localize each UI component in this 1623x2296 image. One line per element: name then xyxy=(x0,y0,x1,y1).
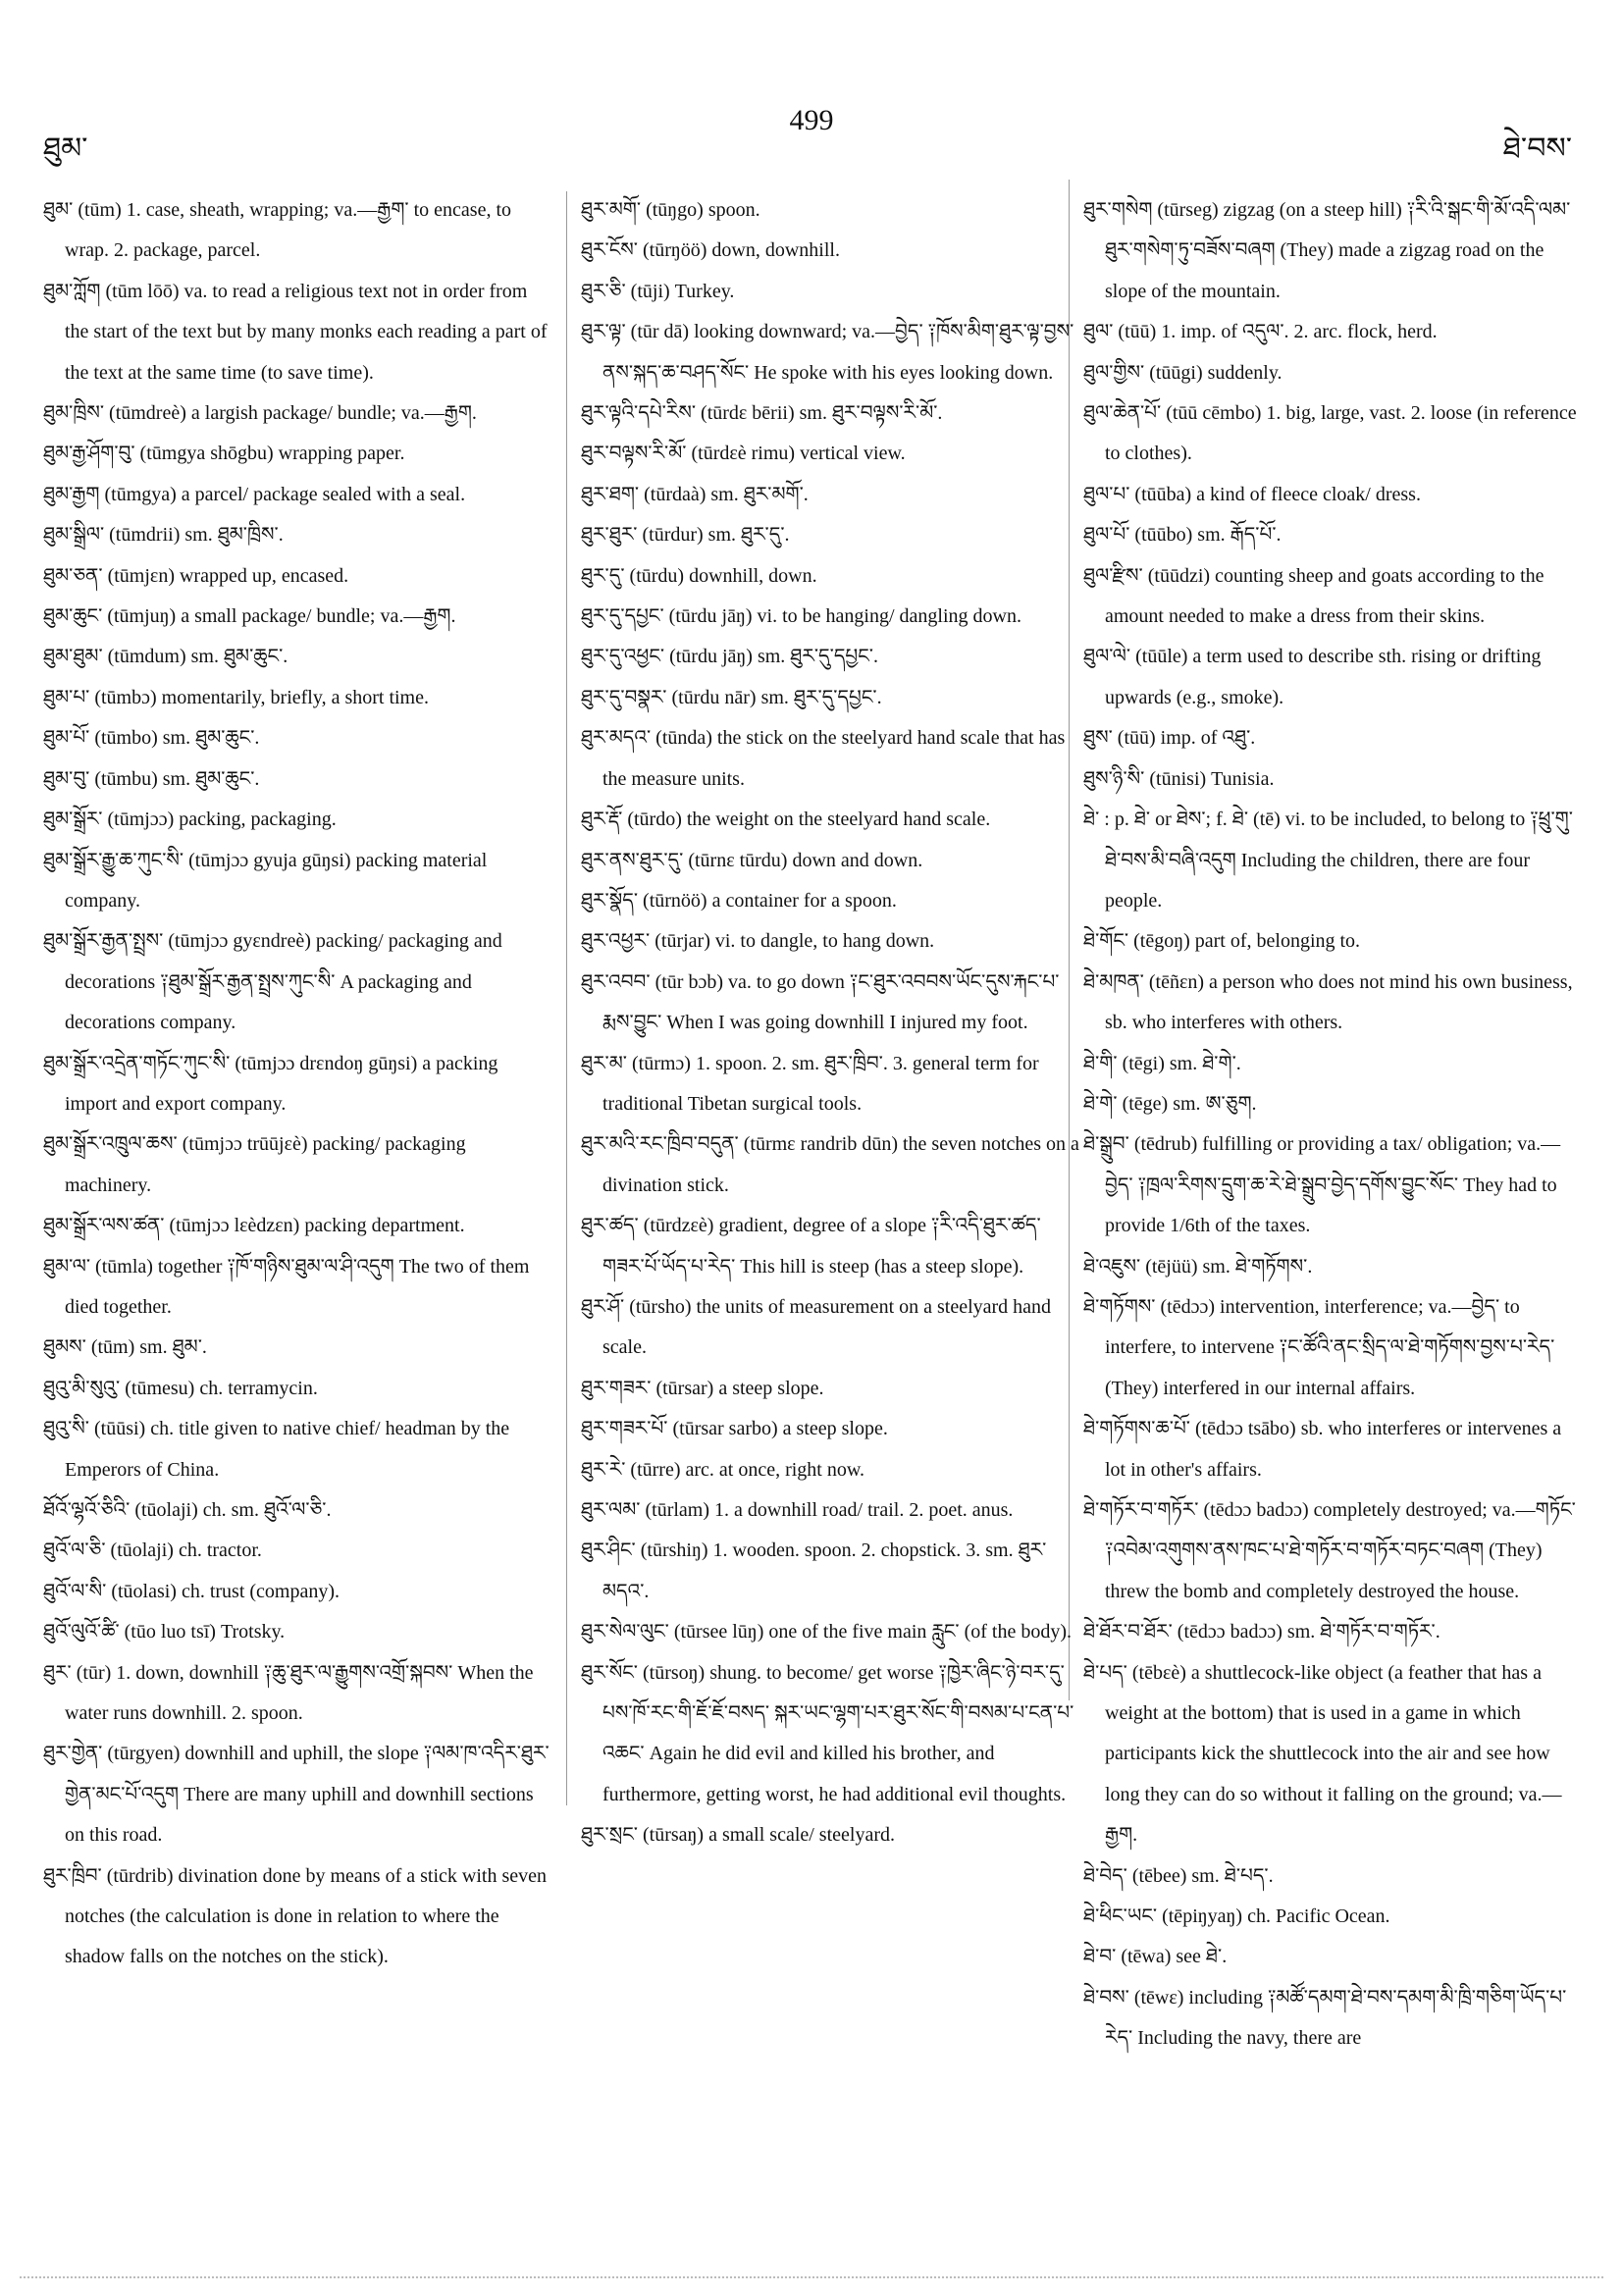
entry-definition: (tūmjɔɔ) packing, packaging. xyxy=(107,809,337,831)
entry-headword: ཐུའུ་མི་སུའུ་ xyxy=(43,1377,121,1399)
entry-definition: (tūrmɔ) 1. spoon. 2. sm. ཐུར་ཁྲིབ་. 3. general term for traditional Tibetan surgical tools. xyxy=(602,1052,1039,1115)
entry-headword: ཐུལ་ xyxy=(1083,321,1114,343)
dictionary-entry xyxy=(581,190,1081,231)
entry-definition: (tēdɔɔ tsābo) sb. who interferes or intervenes a lot in other's affairs. xyxy=(1105,1418,1562,1481)
page-number: 499 xyxy=(789,104,834,136)
entry-headword: ཐུར་ཚད་ xyxy=(581,1215,639,1237)
dictionary-entry xyxy=(43,597,553,637)
entry-definition: (tūrnɛ tūrdu) down and down. xyxy=(688,849,923,871)
entry-definition: (tūmjɔɔ gyuja gūŋsi) packing material company. xyxy=(65,849,488,912)
entry-definition: (tūm) 1. case, sheath, wrapping; va.—རྒྱག་ to encase, to wrap. 2. package, parcel. xyxy=(65,199,512,262)
entry-definition: (tūūsi) ch. title given to native chief/ headman by the Emperors of China. xyxy=(65,1418,510,1481)
dictionary-entry xyxy=(1083,1897,1584,1937)
entry-headword: ཐེ་མཁན་ xyxy=(1083,970,1144,993)
dictionary-entry xyxy=(1083,1978,1584,2060)
entry-definition: (tūrsar) a steep slope. xyxy=(655,1377,824,1399)
entry-headword: ཐུའོ་ལ་སི་ xyxy=(43,1580,107,1602)
entry-headword: ཐུལ་རྫིས་ xyxy=(1083,564,1143,587)
dictionary-entry xyxy=(581,556,1081,597)
entry-definition: (tūūba) a kind of fleece cloak/ dress. xyxy=(1134,483,1421,505)
dictionary-entry xyxy=(43,1856,553,1978)
entry-definition: (tūŋgo) spoon. xyxy=(646,199,760,221)
entry-definition: (tūrsar sarbo) a steep slope. xyxy=(672,1418,888,1440)
entry-definition: (tūmjɛn) wrapped up, encased. xyxy=(107,564,349,587)
entry-definition: (tūmjuŋ) a small package/ bundle; va.—རྒྱག. xyxy=(107,605,456,628)
dictionary-entry xyxy=(1083,1287,1584,1409)
dictionary-entry xyxy=(581,1206,1081,1287)
entry-headword: ཐུར་ xyxy=(43,1661,72,1684)
dictionary-entry xyxy=(43,434,553,474)
dictionary-entry xyxy=(1083,1653,1584,1856)
entry-definition: (tūr dā) looking downward; va.—བྱེད་ ༑ཁོས་མིག་ཐུར་ལྟ་བྱས་ནས་སྐད་ཆ་བཤད་སོང་ He spoke with his eyes looking down. xyxy=(602,321,1074,384)
entry-headword: ཐུམ་ཐུམ་ xyxy=(43,646,103,668)
entry-headword: ཐེ་བས་ xyxy=(1083,1986,1129,2009)
entry-definition: (tēñɛn) a person who does not mind his own business, sb. who interferes with others. xyxy=(1105,970,1573,1034)
entry-headword: ཐེ་གི་ xyxy=(1083,1052,1118,1074)
dictionary-entry xyxy=(581,718,1081,800)
dictionary-entry xyxy=(43,1044,553,1125)
entry-headword: ཐེ་གཏོགས་ xyxy=(1083,1295,1156,1318)
entry-headword: ཐུམ་རྒྱག xyxy=(43,483,100,505)
entry-headword: ཐུར་རྡོ་ xyxy=(581,809,623,831)
entry-definition: (tēdɔɔ badɔɔ) completely destroyed; va.—གཏོང་ ༑འབེམ་འགུགས་ནས་ཁང་པ་ཐེ་གཏོར་བ་གཏོར་བཏང་བཞག (They) threw the bomb and completely destroyed the house. xyxy=(1105,1499,1576,1602)
entry-headword: ཐུམ་པོ་ xyxy=(43,727,90,750)
entry-definition: : p. ཐེ་ or ཐེས་; f. ཐེ་ (tē) vi. to be included, to belong to ༑ཕྲུ་གུ་ཐེ་བས་མི་བཞི་འདུག Including the children, there are four people. xyxy=(1104,809,1573,912)
entry-definition: (tūū cēmbo) 1. big, large, vast. 2. loose (in reference to clothes). xyxy=(1105,402,1577,465)
dictionary-entry xyxy=(43,1206,553,1246)
entry-definition: (tūrsoŋ) shung. to become/ get worse ༑ཁྱེར་ཞིང་ཉེ་བར་དུ་པས་ཁོ་རང་གི་ཇོ་ཇོ་བསད་ སྐར་ཡང་ལྷག་པར་ཐུར་སོང་གི་བསམ་པ་ངན་པ་འཆང་ Again he did evil and killed his brother, and furthermore, getting worst, he had additional evil thoughts. xyxy=(602,1661,1074,1805)
entry-definition: (tēgi) sm. ཐེ་གེ་. xyxy=(1122,1052,1241,1074)
dictionary-entry xyxy=(581,1450,1081,1490)
entry-headword: ཐུམ་བུ་ xyxy=(43,767,90,790)
dictionary-entry xyxy=(1083,637,1584,718)
entry-headword: ཐུར་རེ་ xyxy=(581,1458,626,1481)
entry-headword: ཐུར་འབབ་ xyxy=(581,970,651,993)
entry-headword: ཐུར་སེལ་ལུང་ xyxy=(581,1621,669,1644)
entry-definition: (tēbɛè) a shuttlecock-like object (a feather that has a weight at the bottom) that is used in a game in which participants kick the shuttlecock into the air and see how long they can do so without it falling on the ground; va.—རྒྱག. xyxy=(1105,1661,1562,1847)
entry-headword: ཐུམ་ལ་ xyxy=(43,1255,91,1278)
dictionary-entry xyxy=(581,1124,1081,1206)
entry-headword: ཐུམ་སྒྲོར་ལས་ཚན་ xyxy=(43,1215,165,1237)
dictionary-entry xyxy=(43,718,553,758)
dictionary-entry xyxy=(581,1653,1081,1816)
entry-headword: ཐུར་ཐག་ xyxy=(581,483,640,505)
entry-definition: (tēpiŋyaŋ) ch. Pacific Ocean. xyxy=(1162,1905,1390,1928)
dictionary-entry xyxy=(1083,312,1584,352)
entry-definition: (tēge) sm. ཨ་ཅུག. xyxy=(1122,1092,1257,1115)
entry-definition: (tūo luo tsī) Trotsky. xyxy=(124,1621,286,1644)
entry-definition: (tūrlam) 1. a downhill road/ trail. 2. poet. anus. xyxy=(645,1499,1014,1521)
entry-definition: (tūmbo) sm. ཐུམ་ཆུང་. xyxy=(94,727,260,750)
entry-headword: ཐེ་ xyxy=(1083,809,1100,831)
entry-headword: ཐུམས་ xyxy=(43,1336,86,1359)
entry-definition: (tēgoŋ) part of, belonging to. xyxy=(1133,930,1361,953)
entry-definition: (tūūdzi) counting sheep and goats according to the amount needed to make a dress from their skins. xyxy=(1105,564,1544,628)
entry-definition: (tūmjɔɔ drɛndoŋ gūŋsi) a packing import and export company. xyxy=(65,1052,498,1115)
entry-headword: ཐུར་ཤིང་ xyxy=(581,1539,636,1562)
dictionary-entry xyxy=(1083,353,1584,393)
dictionary-entry xyxy=(581,1490,1081,1531)
entry-definition: (tūm lōō) va. to read a religious text not in order from the start of the text but by many monks each reading a part of the text at the same time (to save time). xyxy=(65,280,548,384)
column-1 xyxy=(43,190,553,1978)
entry-headword: ཐུམ་རྒྱ་ཤོག་བུ་ xyxy=(43,443,135,465)
entry-definition: (tūr) 1. down, downhill ༑ཆུ་ཐུར་ལ་རྒྱུགས་འགྲོ་སྐབས་ When the water runs downhill. 2. spoon. xyxy=(65,1661,534,1725)
entry-definition: (tūmdreè) a largish package/ bundle; va.—རྒྱག. xyxy=(109,402,477,425)
dictionary-entry xyxy=(43,921,553,1043)
dictionary-entry xyxy=(581,393,1081,434)
entry-headword: ཐེ་བ་ xyxy=(1083,1946,1117,1968)
dictionary-entry xyxy=(1083,556,1584,638)
dictionary-entry xyxy=(1083,963,1584,1044)
dictionary-entry xyxy=(581,475,1081,515)
entry-definition: (tūmbɔ) momentarily, briefly, a short time. xyxy=(94,686,429,708)
entry-definition: (tūrdrib) divination done by means of a stick with seven notches (the calculation is done in relation to where the shadow falls on the notches on the stick). xyxy=(65,1864,547,1968)
dictionary-entry xyxy=(1083,1490,1584,1612)
entry-definition: (tūūgi) suddenly. xyxy=(1149,361,1283,384)
dictionary-entry xyxy=(1083,515,1584,555)
dictionary-entry xyxy=(43,1490,553,1531)
entry-headword: ཐུལ་ལེ་ xyxy=(1083,646,1131,668)
entry-headword: ཐུམ་ཀློག xyxy=(43,280,101,302)
dictionary-entry xyxy=(1083,1856,1584,1897)
entry-definition: (tūm) sm. ཐུམ་. xyxy=(90,1336,207,1359)
entry-definition: (tūrdur) sm. ཐུར་དུ་. xyxy=(642,524,790,547)
dictionary-entry xyxy=(43,1531,553,1571)
entry-headword: ཐུར་གཟར་ xyxy=(581,1377,652,1399)
entry-definition: (tūrdɛ bērii) sm. ཐུར་བལྟས་རི་མོ་. xyxy=(701,402,943,425)
entry-headword: ཐུར་འཕྱར་ xyxy=(581,930,651,953)
entry-headword: ཐུར་ལམ་ xyxy=(581,1499,641,1521)
entry-headword: ཐུས་ xyxy=(1083,727,1113,750)
entry-headword: ཐེ་བེད་ xyxy=(1083,1864,1127,1887)
dictionary-entry xyxy=(1083,1409,1584,1490)
running-head-left: ཐུམ་ xyxy=(43,132,88,165)
entry-headword: ཐུའོ་ལུའོ་ཚི་ xyxy=(43,1621,120,1644)
dictionary-entry xyxy=(43,475,553,515)
entry-headword: ཐུར་དུ་ xyxy=(581,564,625,587)
entry-definition: (tūmdum) sm. ཐུམ་ཆུང་. xyxy=(107,646,288,668)
dictionary-entry xyxy=(581,1287,1081,1369)
entry-definition: (tūrdu) downhill, down. xyxy=(629,564,817,587)
entry-definition: (tējüü) sm. ཐེ་གཏོགས་. xyxy=(1145,1255,1313,1278)
entry-definition: (tūmjɔɔ gyɛndreè) packing/ packaging and decorations ༑ཐུམ་སྒྲོར་རྒྱན་སྤྲས་ཀུང་སི་ A packaging and decorations company. xyxy=(65,930,502,1034)
entry-definition: (tūrsaŋ) a small scale/ steelyard. xyxy=(642,1824,895,1847)
column-2 xyxy=(581,190,1081,1856)
dictionary-entry xyxy=(581,921,1081,962)
entry-definition: (tūmjɔɔ lɛèdzɛn) packing department. xyxy=(169,1215,465,1237)
entry-headword: ཐུར་དུ་བསྣར་ xyxy=(581,686,667,708)
entry-definition: (tūmdrii) sm. ཐུམ་ཁྲིས་. xyxy=(109,524,284,547)
entry-headword: ཐུལ་ཆེན་པོ་ xyxy=(1083,402,1162,425)
entry-definition: (tūrsho) the units of measurement on a steelyard hand scale. xyxy=(602,1295,1052,1359)
entry-headword: ཐུལ་པོ་ xyxy=(1083,524,1130,547)
dictionary-entry xyxy=(1083,718,1584,758)
dictionary-entry xyxy=(581,1531,1081,1612)
dictionary-entry xyxy=(581,637,1081,677)
dictionary-entry xyxy=(1083,759,1584,800)
dictionary-entry xyxy=(43,678,553,718)
entry-headword: ཐུར་ཤོ་ xyxy=(581,1295,625,1318)
dictionary-entry xyxy=(43,1328,553,1368)
dictionary-entry xyxy=(43,1369,553,1409)
entry-headword: ཐུའོ་ལ་ཅི་ xyxy=(43,1539,106,1562)
dictionary-entry xyxy=(581,515,1081,555)
dictionary-entry xyxy=(43,272,553,393)
entry-definition: (tūrmɛ randrib dūn) the seven notches on a divination stick. xyxy=(602,1133,1079,1196)
entry-headword: ཐུམ་ཁྲིས་ xyxy=(43,402,105,425)
entry-definition: (tūmjɔɔ trūūjɛè) packing/ packaging machinery. xyxy=(65,1133,466,1196)
entry-definition: (tūrseg) zigzag (on a steep hill) ༑རི་འི་སྒང་གི་མོ་འདི་ལམ་ཐུར་གསེག་ཏུ་བཟོས་བཞག (They) made a zigzag road on the slope of the mountain. xyxy=(1105,199,1571,302)
dictionary-entry xyxy=(1083,190,1584,312)
dictionary-entry xyxy=(581,881,1081,921)
dictionary-entry xyxy=(581,434,1081,474)
entry-definition: (tēdɔɔ) intervention, interference; va.—བྱེད་ to interfere, to intervene ༑ང་ཚོའི་ནང་སྲིད་ལ་ཐེ་གཏོགས་བྱས་པ་རེད་ (They) interfered in our internal affairs. xyxy=(1105,1295,1555,1399)
entry-definition: (tūrdu jāŋ) sm. ཐུར་དུ་དཔྱང་. xyxy=(669,646,878,668)
entry-definition: (tūr bɔb) va. to go down ༑ང་ཐུར་འབབས་ཡོང་དུས་རྐང་པ་ རྨས་བྱུང་ When I was going downhill I injured my foot. xyxy=(602,970,1060,1034)
dictionary-entry xyxy=(43,841,553,922)
dictionary-entry xyxy=(1083,800,1584,921)
dictionary-entry xyxy=(43,1653,553,1735)
entry-headword: ཐུར་ནས་ཐུར་དུ་ xyxy=(581,849,684,871)
entry-definition: (tūrjar) vi. to dangle, to hang down. xyxy=(654,930,935,953)
entry-definition: (tūolaji) ch. tractor. xyxy=(110,1539,262,1562)
entry-headword: ཐེ་ཐོར་བ་ཐོར་ xyxy=(1083,1621,1173,1644)
entry-headword: ཐུམ་སྒྲིལ་ xyxy=(43,524,105,547)
entry-definition: (tūrgyen) downhill and uphill, the slope ༑ལམ་ཁ་འདིར་ཐུར་གྱེན་མང་པོ་འདུག There are many uphill and downhill sections on this road. xyxy=(65,1743,550,1847)
entry-headword: ཐུར་ལྟའི་དཔེ་རིས་ xyxy=(581,402,697,425)
dictionary-entry xyxy=(1083,1247,1584,1287)
entry-definition: (tēwa) see ཐེ་. xyxy=(1121,1946,1228,1968)
entry-definition: (tūrdo) the weight on the steelyard hand scale. xyxy=(627,809,991,831)
entry-headword: ཐུར་མ་ xyxy=(581,1052,627,1074)
entry-headword: ཐུར་མགོ་ xyxy=(581,199,642,221)
entry-headword: ཐུར་ཅི་ xyxy=(581,280,626,302)
entry-headword: ཐུར་ཐུར་ xyxy=(581,524,638,547)
dictionary-entry xyxy=(43,637,553,677)
dictionary-entry xyxy=(43,1247,553,1329)
dictionary-entry xyxy=(581,272,1081,312)
entry-headword: ཐུར་མའི་རང་ཁྲིབ་བདུན་ xyxy=(581,1133,739,1156)
entry-headword: ཐུམ་སྒྲོར་རྒྱུ་ཆ་ཀུང་སི་ xyxy=(43,849,184,871)
entry-headword: ཐུའུ་སི་ xyxy=(43,1418,89,1440)
entry-headword: ཐུམ་ཆུང་ xyxy=(43,605,103,628)
dictionary-entry xyxy=(1083,1084,1584,1124)
dictionary-entry xyxy=(1083,1044,1584,1084)
entry-definition: (tūolasi) ch. trust (company). xyxy=(111,1580,340,1602)
entry-definition: (tūūbo) sm. རྒོད་པོ་. xyxy=(1134,524,1282,547)
entry-headword: ཐུམ་སྒྲོར་འཁྲུལ་ཆས་ xyxy=(43,1133,178,1156)
dictionary-entry xyxy=(581,597,1081,637)
entry-definition: (tēbee) sm. ཐེ་པད་. xyxy=(1131,1864,1274,1887)
dictionary-entry xyxy=(581,1369,1081,1409)
entry-definition: (tūrdɛè rimu) vertical view. xyxy=(691,443,906,465)
dictionary-entry xyxy=(43,190,553,272)
entry-headword: ཐུམ་སྒྲོར་རྒྱན་སྤྲས་ xyxy=(43,930,164,953)
entry-headword: ཐེ་པད་ xyxy=(1083,1661,1127,1684)
entry-headword: ཐུམ་སྒྲོར་འདྲེན་གཏོང་ཀུང་སི་ xyxy=(43,1052,231,1074)
entry-headword: ཐེ་གོང་ xyxy=(1083,930,1129,953)
entry-definition: (tūūle) a term used to describe sth. rising or drifting upwards (e.g., smoke). xyxy=(1105,646,1542,708)
entry-headword: ཐུར་མདའ་ xyxy=(581,727,652,750)
entry-definition: (tūmgya shōgbu) wrapping paper. xyxy=(139,443,405,465)
entry-headword: ཐུར་གྱེན་ xyxy=(43,1743,103,1765)
entry-headword: ཐུར་ལྟ་ xyxy=(581,321,626,343)
dictionary-entry xyxy=(581,312,1081,393)
entry-definition: (tūji) Turkey. xyxy=(630,280,735,302)
dictionary-entry xyxy=(581,1409,1081,1449)
entry-headword: ཐུམ་ཅན་ xyxy=(43,564,103,587)
entry-definition: (tūolaji) ch. sm. ཐུའོ་ལ་ཅི་. xyxy=(134,1499,332,1521)
entry-definition: (tūrdaà) sm. ཐུར་མགོ་. xyxy=(644,483,809,505)
dictionary-entry xyxy=(43,515,553,555)
entry-headword: ཐུས་ཉི་སི་ xyxy=(1083,767,1145,790)
column-divider xyxy=(566,191,567,1805)
entry-headword: ཐུར་བལྟས་རི་མོ་ xyxy=(581,443,687,465)
entry-headword: ཐུར་ཁྲིབ་ xyxy=(43,1864,102,1887)
entry-definition: (tūmesu) ch. terramycin. xyxy=(125,1377,318,1399)
dictionary-entry xyxy=(1083,1937,1584,1977)
dictionary-entry xyxy=(1083,475,1584,515)
entry-headword: ཐུར་སྣོད་ xyxy=(581,889,639,912)
entry-definition: (tūmgya) a parcel/ package sealed with a seal. xyxy=(104,483,466,505)
entry-definition: (tēdrub) fulfilling or providing a tax/ obligation; va.—བྱེད་ ༑ཁྲལ་རིགས་དྲུག་ཆ་རེ་ཐེ་སྒྲུབ་བྱེད་དགོས་བྱུང་སོང་ They had to provide 1/6th of the taxes. xyxy=(1105,1133,1561,1237)
running-head-right: ཐེ་བས་ xyxy=(1502,132,1572,165)
entry-headword: ཐུམ་པ་ xyxy=(43,686,90,708)
entry-headword: ཐུལ་གྱིས་ xyxy=(1083,361,1145,384)
entry-headword: ཐེ་གཏོགས་ཆ་པོ་ xyxy=(1083,1418,1190,1440)
entry-headword: ཐེ་ཕིང་ཡང་ xyxy=(1083,1905,1158,1928)
entry-headword: ཐུམ་སྒྲོར་ xyxy=(43,809,103,831)
entry-headword: ཐོའོ་ལྷའོ་ཅིའི་ xyxy=(43,1499,131,1521)
entry-definition: (tūnisi) Tunisia. xyxy=(1149,767,1275,790)
entry-headword: ཐུར་དུ་དཔྱང་ xyxy=(581,605,664,628)
entry-definition: (tēwɛ) including ༑མཚོ་དམག་ཐེ་བས་དམག་མི་ཁྲི་གཅིག་ཡོད་པ་རེད་ Including the navy, there are xyxy=(1105,1986,1567,2050)
dictionary-entry xyxy=(43,1572,553,1612)
dictionary-entry xyxy=(581,841,1081,881)
dictionary-entry xyxy=(581,800,1081,840)
entry-definition: (tūrdzɛè) gradient, degree of a slope ༑རི་འདི་ཐུར་ཚད་གཟར་པོ་ཡོད་པ་རེད་ This hill is steep (has a steep slope). xyxy=(602,1215,1041,1278)
entry-headword: ཐེ་སྒྲུབ་ xyxy=(1083,1133,1129,1156)
entry-definition: (tūrdu jāŋ) vi. to be hanging/ dangling down. xyxy=(668,605,1021,628)
dictionary-entry xyxy=(1083,1124,1584,1246)
entry-headword: ཐེ་གཏོར་བ་གཏོར་ xyxy=(1083,1499,1199,1521)
dictionary-entry xyxy=(1083,921,1584,962)
dictionary-entry xyxy=(581,963,1081,1044)
entry-definition: (tūū) imp. of འཐུ་. xyxy=(1117,727,1256,750)
dictionary-entry xyxy=(43,556,553,597)
entry-definition: (tūū) 1. imp. of འདུལ་. 2. arc. flock, herd. xyxy=(1118,321,1438,343)
entry-definition: (tūrdu nār) sm. ཐུར་དུ་དཔྱང་. xyxy=(671,686,882,708)
dictionary-entry xyxy=(581,231,1081,271)
dictionary-entry xyxy=(581,1044,1081,1125)
entry-headword: ཐེ་འཇུས་ xyxy=(1083,1255,1141,1278)
entry-definition: (tūrshiŋ) 1. wooden. spoon. 2. chopstick. 3. sm. ཐུར་མདའ་. xyxy=(602,1539,1047,1602)
entry-definition: (tūrnöö) a container for a spoon. xyxy=(643,889,897,912)
dictionary-entry xyxy=(43,1409,553,1490)
dictionary-entry xyxy=(1083,1612,1584,1652)
dictionary-entry xyxy=(1083,393,1584,475)
dictionary-entry xyxy=(581,678,1081,718)
entry-headword: ཐུར་སོང་ xyxy=(581,1661,638,1684)
entry-headword: ཐུར་གཟར་པོ་ xyxy=(581,1418,668,1440)
entry-definition: (tūmbu) sm. ཐུམ་ཆུང་. xyxy=(94,767,260,790)
entry-headword: ཐུར་སྲང་ xyxy=(581,1824,638,1847)
entry-headword: ཐུར་ངོས་ xyxy=(581,239,638,262)
entry-headword: ཐེ་གེ་ xyxy=(1083,1092,1118,1115)
entry-headword: ཐུར་གསེག xyxy=(1083,199,1153,221)
entry-definition: (tūrre) arc. at once, right now. xyxy=(630,1458,864,1481)
dictionary-entry xyxy=(581,1815,1081,1855)
entry-headword: ཐུར་དུ་འཕྱང་ xyxy=(581,646,665,668)
dictionary-entry xyxy=(43,759,553,800)
column-3 xyxy=(1083,190,1584,2060)
dictionary-entry xyxy=(581,1612,1081,1652)
dictionary-entry xyxy=(43,800,553,840)
dictionary-entry xyxy=(43,1124,553,1206)
entry-definition: (tūnda) the stick on the steelyard hand scale that has the measure units. xyxy=(602,727,1066,790)
entry-definition: (tūrsee lūŋ) one of the five main རླུང་ (of the body). xyxy=(673,1621,1073,1644)
scan-edge-dots xyxy=(20,2276,1603,2280)
dictionary-entry xyxy=(43,1734,553,1855)
entry-definition: (tēdɔɔ badɔɔ) sm. ཐེ་གཏོར་བ་གཏོར་. xyxy=(1177,1621,1440,1644)
entry-definition: (tūmla) together ༑ཁོ་གཉིས་ཐུམ་ལ་ཤི་འདུག The two of them died together. xyxy=(65,1255,530,1318)
entry-definition: (tūrŋöö) down, downhill. xyxy=(642,239,840,262)
dictionary-entry xyxy=(43,1612,553,1652)
dictionary-entry xyxy=(43,393,553,434)
entry-headword: ཐུམ་ xyxy=(43,199,74,221)
entry-headword: ཐུལ་པ་ xyxy=(1083,483,1130,505)
